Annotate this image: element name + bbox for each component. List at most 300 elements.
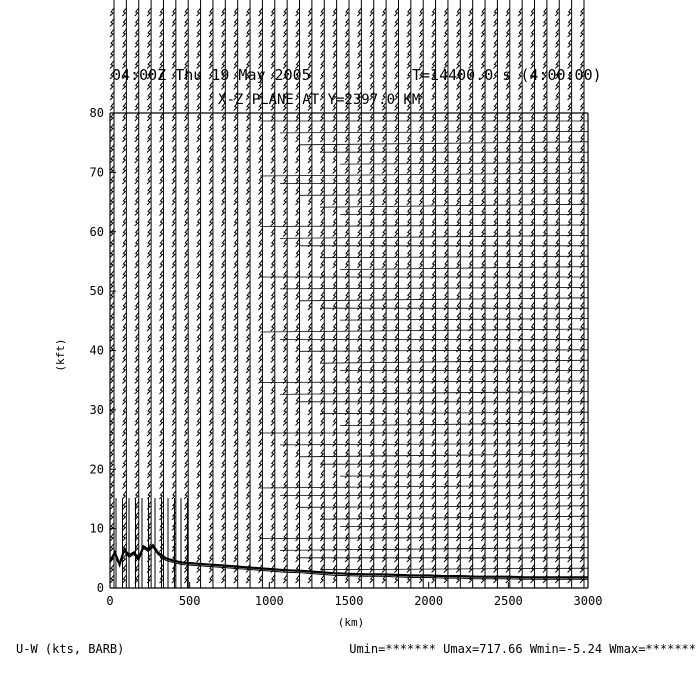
barb-flag xyxy=(543,397,547,405)
barb-flag xyxy=(469,134,473,142)
barb-flag xyxy=(456,449,460,457)
barb-flag xyxy=(370,61,374,69)
barb-flag xyxy=(518,502,522,510)
barb-flag xyxy=(333,187,337,195)
barb-flag xyxy=(122,187,126,195)
barb-flag xyxy=(172,470,176,478)
barb-flag xyxy=(370,8,374,16)
barb-flag xyxy=(159,481,163,489)
barb-flag xyxy=(320,145,324,153)
barb-flag xyxy=(147,523,151,531)
barb-flag xyxy=(345,334,349,342)
barb-flag xyxy=(357,113,361,121)
barb-flag xyxy=(456,19,460,27)
barb-flag xyxy=(209,271,213,279)
barb-flag xyxy=(382,470,386,478)
barb-flag xyxy=(357,250,361,258)
barb-flag xyxy=(370,29,374,37)
barb-flag xyxy=(407,418,411,426)
barb-flag xyxy=(271,470,275,478)
barb-flag xyxy=(506,134,510,142)
barb-flag xyxy=(308,533,312,541)
barb-flag xyxy=(197,187,201,195)
barb-flag xyxy=(271,187,275,195)
barb-flag xyxy=(555,134,559,142)
barb-flag xyxy=(432,197,436,205)
barb-flag xyxy=(159,470,163,478)
barb-flag xyxy=(481,344,485,352)
barb-flag xyxy=(209,313,213,321)
barb-flag xyxy=(234,166,238,174)
barb-flag xyxy=(394,145,398,153)
barb-flag xyxy=(580,439,584,447)
barb-flag xyxy=(308,176,312,184)
barb-flag xyxy=(481,40,485,48)
barb-flag xyxy=(444,323,448,331)
barb-flag xyxy=(370,565,374,573)
barb-flag xyxy=(456,229,460,237)
barb-flag xyxy=(481,292,485,300)
barb-flag xyxy=(147,134,151,142)
barb-flag xyxy=(506,376,510,384)
barb-flag xyxy=(172,292,176,300)
barb-flag xyxy=(357,470,361,478)
barb-flag xyxy=(394,323,398,331)
barb-flag xyxy=(308,250,312,258)
barb-flag xyxy=(283,428,287,436)
barb-flag xyxy=(209,386,213,394)
barb-flag xyxy=(469,50,473,58)
barb-flag xyxy=(246,428,250,436)
barb-flag xyxy=(506,29,510,37)
barb-flag xyxy=(308,218,312,226)
barb-flag xyxy=(147,124,151,132)
barb-flag xyxy=(568,376,572,384)
barb-flag xyxy=(308,155,312,163)
barb-flag xyxy=(432,533,436,541)
barb-flag xyxy=(333,71,337,79)
barb-flag xyxy=(432,407,436,415)
barb-flag xyxy=(258,155,262,163)
barb-flag xyxy=(135,250,139,258)
barb-flag xyxy=(172,502,176,510)
barb-flag xyxy=(320,470,324,478)
barb-flag xyxy=(518,260,522,268)
barb-flag xyxy=(357,134,361,142)
barb-flag xyxy=(234,397,238,405)
barb-flag xyxy=(419,365,423,373)
barb-flag xyxy=(184,260,188,268)
barb-flag xyxy=(159,460,163,468)
barb-flag xyxy=(481,302,485,310)
barb-flag xyxy=(135,323,139,331)
barb-flag xyxy=(320,8,324,16)
barb-flag xyxy=(209,29,213,37)
barb-flag xyxy=(419,166,423,174)
barb-flag xyxy=(419,250,423,258)
barb-flag xyxy=(209,397,213,405)
barb-flag xyxy=(159,418,163,426)
barb-flag xyxy=(357,302,361,310)
x-tick-label: 0 xyxy=(106,594,114,608)
barb-flag xyxy=(209,260,213,268)
barb-flag xyxy=(444,365,448,373)
barb-flag xyxy=(506,40,510,48)
barb-flag xyxy=(394,386,398,394)
barb-flag xyxy=(271,554,275,562)
barb-flag xyxy=(308,260,312,268)
barb-flag xyxy=(197,376,201,384)
barb-flag xyxy=(283,113,287,121)
barb-flag xyxy=(407,334,411,342)
barb-flag xyxy=(147,418,151,426)
barb-flag xyxy=(444,155,448,163)
barb-flag xyxy=(506,260,510,268)
barb-flag xyxy=(184,397,188,405)
barb-flag xyxy=(481,166,485,174)
barb-flag xyxy=(345,197,349,205)
barb-flag xyxy=(234,124,238,132)
barb-flag xyxy=(258,512,262,520)
level-line xyxy=(340,319,588,321)
barb-flag xyxy=(197,176,201,184)
barb-flag xyxy=(271,176,275,184)
barb-flag xyxy=(370,365,374,373)
barb-flag xyxy=(580,292,584,300)
barb-flag xyxy=(543,229,547,237)
barb-flag xyxy=(209,376,213,384)
barb-flag xyxy=(283,575,287,583)
barb-flag xyxy=(271,302,275,310)
barb-flag xyxy=(258,19,262,27)
barb-flag xyxy=(122,92,126,100)
barb-flag xyxy=(432,187,436,195)
barb-flag xyxy=(444,355,448,363)
barb-flag xyxy=(246,134,250,142)
barb-flag xyxy=(320,19,324,27)
barb-flag xyxy=(246,407,250,415)
barb-flag xyxy=(271,439,275,447)
barb-flag xyxy=(159,449,163,457)
barb-flag xyxy=(481,50,485,58)
barb-flag xyxy=(419,40,423,48)
barb-flag xyxy=(481,113,485,121)
barb-flag xyxy=(296,344,300,352)
barb-flag xyxy=(555,407,559,415)
barb-flag xyxy=(209,40,213,48)
barb-flag xyxy=(481,19,485,27)
barb-flag xyxy=(357,355,361,363)
barb-flag xyxy=(543,334,547,342)
barb-flag xyxy=(246,260,250,268)
barb-flag xyxy=(580,134,584,142)
barb-flag xyxy=(172,460,176,468)
barb-flag xyxy=(506,512,510,520)
barb-flag xyxy=(357,502,361,510)
barb-flag xyxy=(209,470,213,478)
barb-flag xyxy=(147,29,151,37)
barb-flag xyxy=(357,292,361,300)
barb-flag xyxy=(197,355,201,363)
barb-flag xyxy=(432,50,436,58)
barb-flag xyxy=(518,229,522,237)
barb-flag xyxy=(283,239,287,247)
barb-flag xyxy=(394,407,398,415)
barb-flag xyxy=(432,460,436,468)
barb-flag xyxy=(419,260,423,268)
barb-flag xyxy=(197,323,201,331)
barb-flag xyxy=(172,575,176,583)
barb-flag xyxy=(296,40,300,48)
barb-flag xyxy=(345,565,349,573)
barb-flag xyxy=(184,166,188,174)
barb-flag xyxy=(531,29,535,37)
barb-flag xyxy=(283,344,287,352)
barb-flag xyxy=(469,166,473,174)
barb-flag xyxy=(506,428,510,436)
barb-flag xyxy=(221,292,225,300)
barb-flag xyxy=(432,428,436,436)
barb-flag xyxy=(531,166,535,174)
barb-flag xyxy=(172,124,176,132)
barb-flag xyxy=(135,428,139,436)
barb-flag xyxy=(345,176,349,184)
barb-flag xyxy=(444,449,448,457)
barb-flag xyxy=(432,29,436,37)
barb-flag xyxy=(258,313,262,321)
barb-flag xyxy=(382,19,386,27)
barb-flag xyxy=(172,355,176,363)
barb-flag xyxy=(469,145,473,153)
barb-flag xyxy=(296,187,300,195)
barb-flag xyxy=(580,418,584,426)
barb-flag xyxy=(197,397,201,405)
barb-flag xyxy=(135,229,139,237)
barb-flag xyxy=(296,554,300,562)
barb-flag xyxy=(407,407,411,415)
barb-flag xyxy=(357,187,361,195)
barb-flag xyxy=(135,166,139,174)
barb-flag xyxy=(159,250,163,258)
barb-flag xyxy=(568,124,572,132)
barb-flag xyxy=(122,103,126,111)
barb-flag xyxy=(283,229,287,237)
level-line xyxy=(320,360,588,363)
barb-flag xyxy=(122,428,126,436)
barb-flag xyxy=(308,229,312,237)
barb-flag xyxy=(135,281,139,289)
barb-flag xyxy=(469,334,473,342)
barb-flag xyxy=(370,250,374,258)
barb-flag xyxy=(407,134,411,142)
barb-flag xyxy=(234,502,238,510)
barb-flag xyxy=(147,302,151,310)
barb-flag xyxy=(555,449,559,457)
barb-flag xyxy=(135,176,139,184)
barb-flag xyxy=(345,155,349,163)
barb-flag xyxy=(172,92,176,100)
barb-flag xyxy=(543,428,547,436)
barb-flag xyxy=(234,470,238,478)
barb-flag xyxy=(518,19,522,27)
barb-flag xyxy=(382,502,386,510)
barb-flag xyxy=(382,439,386,447)
barb-flag xyxy=(370,397,374,405)
barb-flag xyxy=(456,103,460,111)
barb-flag xyxy=(419,439,423,447)
barb-flag xyxy=(481,218,485,226)
barb-flag xyxy=(246,355,250,363)
barb-flag xyxy=(345,82,349,90)
barb-flag xyxy=(209,50,213,58)
barb-flag xyxy=(234,40,238,48)
barb-flag xyxy=(518,376,522,384)
barb-flag xyxy=(197,481,201,489)
barb-flag xyxy=(345,40,349,48)
barb-flag xyxy=(159,239,163,247)
barb-flag xyxy=(469,92,473,100)
level-line xyxy=(260,173,588,176)
barb-flag xyxy=(197,470,201,478)
barb-flag xyxy=(568,418,572,426)
x-tick-label: 2500 xyxy=(493,594,523,608)
barb-flag xyxy=(456,155,460,163)
barb-flag xyxy=(345,313,349,321)
barb-flag xyxy=(172,397,176,405)
barb-flag xyxy=(159,229,163,237)
barb-flag xyxy=(493,113,497,121)
barb-flag xyxy=(283,523,287,531)
barb-flag xyxy=(493,512,497,520)
barb-flag xyxy=(481,187,485,195)
barb-flag xyxy=(481,449,485,457)
barb-flag xyxy=(320,50,324,58)
barb-flag xyxy=(209,208,213,216)
barb-flag xyxy=(432,8,436,16)
barb-flag xyxy=(407,544,411,552)
barb-flag xyxy=(172,113,176,121)
barb-flag xyxy=(432,103,436,111)
barb-flag xyxy=(271,334,275,342)
barb-flag xyxy=(221,407,225,415)
barb-flag xyxy=(172,250,176,258)
barb-flag xyxy=(197,124,201,132)
barb-flag xyxy=(345,229,349,237)
barb-flag xyxy=(209,523,213,531)
barb-flag xyxy=(493,50,497,58)
barb-flag xyxy=(518,397,522,405)
barb-flag xyxy=(370,166,374,174)
barb-flag xyxy=(419,145,423,153)
barb-flag xyxy=(221,197,225,205)
barb-flag xyxy=(246,554,250,562)
barb-flag xyxy=(234,355,238,363)
barb-flag xyxy=(246,523,250,531)
barb-flag xyxy=(184,344,188,352)
barb-flag xyxy=(568,197,572,205)
barb-flag xyxy=(568,166,572,174)
barb-flag xyxy=(370,113,374,121)
barb-flag xyxy=(122,386,126,394)
barb-flag xyxy=(296,260,300,268)
barb-flag xyxy=(493,260,497,268)
barb-flag xyxy=(370,281,374,289)
barb-flag xyxy=(345,29,349,37)
barb-flag xyxy=(456,460,460,468)
barb-flag xyxy=(543,176,547,184)
barb-flag xyxy=(147,512,151,520)
barb-flag xyxy=(469,407,473,415)
barb-flag xyxy=(172,439,176,447)
barb-flag xyxy=(258,292,262,300)
barb-flag xyxy=(419,187,423,195)
barb-flag xyxy=(296,397,300,405)
barb-flag xyxy=(320,166,324,174)
barb-flag xyxy=(493,376,497,384)
barb-flag xyxy=(246,239,250,247)
barb-flag xyxy=(357,19,361,27)
barb-flag xyxy=(197,134,201,142)
barb-flag xyxy=(444,407,448,415)
barb-flag xyxy=(159,355,163,363)
barb-flag xyxy=(481,428,485,436)
barb-flag xyxy=(221,187,225,195)
barb-flag xyxy=(209,197,213,205)
barb-flag xyxy=(283,250,287,258)
barb-flag xyxy=(419,428,423,436)
barb-flag xyxy=(209,334,213,342)
barb-flag xyxy=(432,502,436,510)
barb-flag xyxy=(308,302,312,310)
barb-flag xyxy=(568,460,572,468)
barb-flag xyxy=(543,439,547,447)
barb-flag xyxy=(147,92,151,100)
barb-flag xyxy=(122,197,126,205)
barb-flag xyxy=(159,29,163,37)
barb-flag xyxy=(221,439,225,447)
barb-flag xyxy=(197,502,201,510)
barb-flag xyxy=(456,334,460,342)
barb-flag xyxy=(580,155,584,163)
barb-flag xyxy=(122,460,126,468)
barb-flag xyxy=(246,512,250,520)
barb-flag xyxy=(320,418,324,426)
barb-flag xyxy=(122,376,126,384)
barb-flag xyxy=(308,323,312,331)
barb-flag xyxy=(456,533,460,541)
barb-flag xyxy=(555,439,559,447)
barb-flag xyxy=(258,218,262,226)
barb-flag xyxy=(333,50,337,58)
barb-flag xyxy=(320,323,324,331)
barb-flag xyxy=(209,302,213,310)
barb-flag xyxy=(258,523,262,531)
x-tick-label: 500 xyxy=(178,594,201,608)
barb-flag xyxy=(147,355,151,363)
barb-flag xyxy=(357,218,361,226)
barb-flag xyxy=(407,376,411,384)
barb-flag xyxy=(246,197,250,205)
barb-flag xyxy=(382,428,386,436)
barb-flag xyxy=(568,407,572,415)
barb-flag xyxy=(444,470,448,478)
barb-flag xyxy=(568,481,572,489)
barb-flag xyxy=(469,512,473,520)
barb-flag xyxy=(159,145,163,153)
barb-flag xyxy=(172,386,176,394)
barb-flag xyxy=(580,103,584,111)
barb-flag xyxy=(172,512,176,520)
